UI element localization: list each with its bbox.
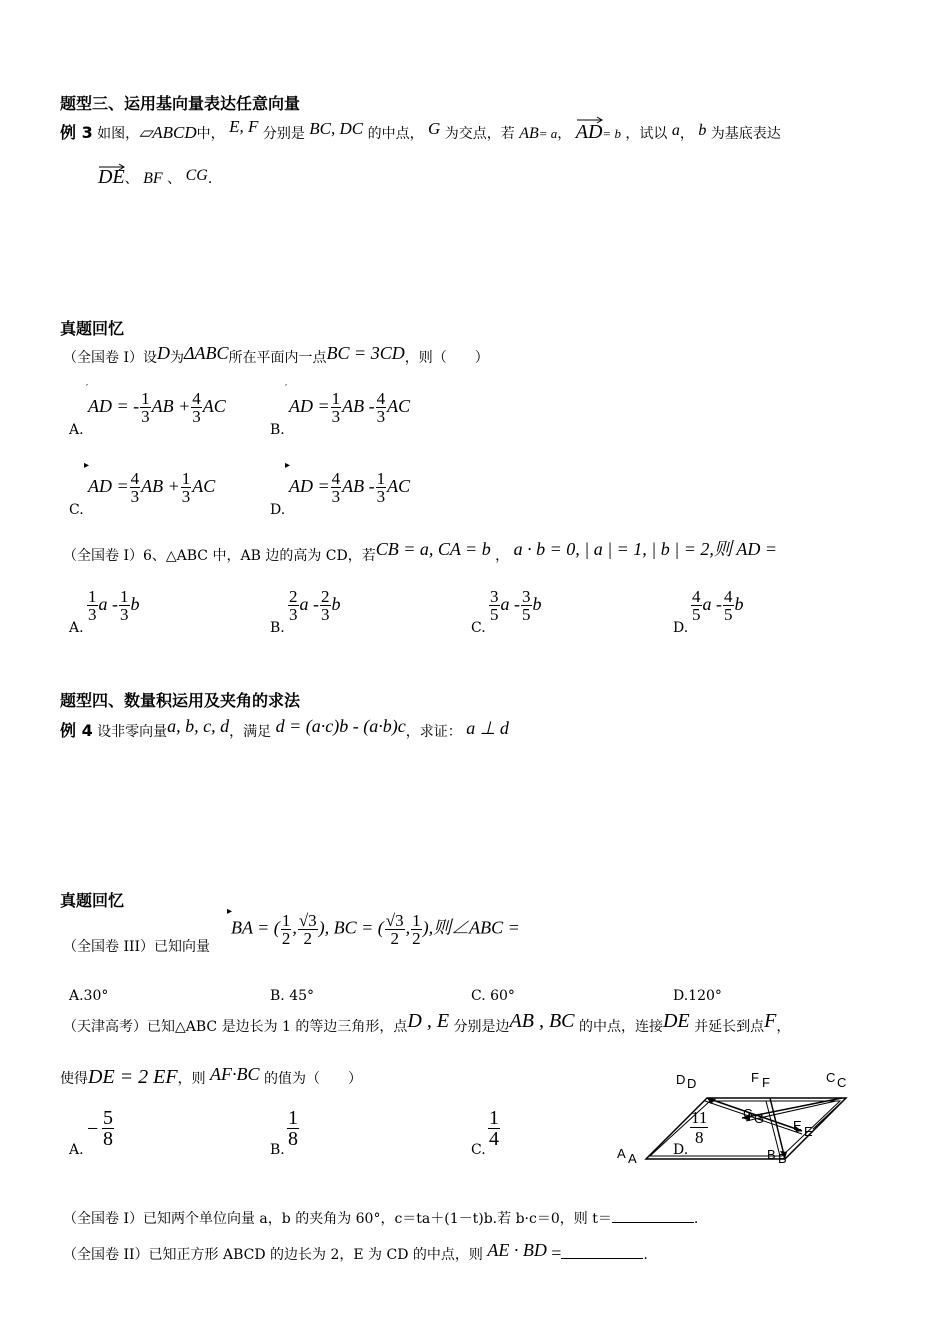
question-5 — [63, 1208, 698, 1230]
text: （全国卷 I）已知两个单位向量 a，b 的夹角为 60°，c＝ta＋(1－t)b.若 b·c＝0，则 t＝ — [63, 1211, 612, 1227]
math-bf: BF — [143, 170, 163, 187]
q2-option-d[interactable] — [673, 586, 833, 636]
math-vars: a, b, c, d — [167, 716, 230, 736]
label-c-2: C — [837, 1075, 847, 1090]
text: ， — [495, 548, 510, 564]
math-goal: a ⊥ d — [466, 718, 509, 738]
text: （全国卷 II）已知正方形 ABCD 的边长为 2，E 为 CD 的中点，则 — [63, 1247, 483, 1263]
text: 、 — [124, 171, 139, 187]
vector-mark-icon: ′ — [285, 384, 288, 394]
q3-option-b[interactable]: B. 45° — [270, 988, 315, 1004]
math-f: F — [764, 1010, 777, 1032]
section-title-4: 题型四、数量积运用及夹角的求法 — [60, 691, 301, 710]
text: （全国卷 I）6、△ABC 中，AB 边的高为 CD，若 — [63, 548, 376, 564]
option-label: A. — [69, 620, 84, 636]
q1-option-d[interactable] — [270, 460, 460, 520]
option-expr: $\frac{2}{3}$ a - $\frac{2}{3}$ b — [289, 587, 341, 624]
math-de-vector — [98, 166, 125, 188]
math-formula: d = (a·c)b - (a·b)c — [275, 716, 406, 736]
label-c: C — [826, 1070, 836, 1085]
text: 的中点，连接 — [578, 1019, 663, 1035]
math-parallelogram: ▱ABCD — [139, 123, 197, 142]
fraction: $\frac{1}{4}$ — [489, 1107, 499, 1150]
question-4-line1 — [63, 1010, 790, 1040]
label-a-2: A — [628, 1151, 637, 1166]
q4-option-a[interactable] — [69, 1108, 159, 1158]
math-eq-b: = b — [602, 126, 621, 141]
math-condition-2: a · b = 0, | a | = 1, | b | = 2,则 AD = — [513, 539, 777, 559]
math-abbc: AB , BC — [509, 1010, 575, 1032]
math-de: DE — [98, 166, 125, 188]
text: 并延长到点 — [694, 1019, 765, 1035]
text: . — [207, 171, 213, 187]
question-6 — [63, 1240, 648, 1266]
label-b-2: B — [778, 1151, 787, 1166]
math-d: D — [156, 343, 170, 363]
option-label: C. — [471, 1142, 486, 1158]
text: ， — [776, 1019, 791, 1035]
math-ef: E, F — [229, 117, 259, 136]
option-label: B. — [270, 422, 285, 438]
minus-sign: − — [87, 1118, 99, 1140]
text: （天津高考）已知△ABC 是边长为 1 的等边三角形，点 — [63, 1019, 408, 1035]
q3-option-a[interactable]: A.30° — [69, 988, 109, 1004]
option-label: D. — [673, 620, 689, 636]
text: 为基底表达 — [710, 126, 781, 142]
example-3-line2 — [98, 163, 212, 191]
option-label: B. — [270, 1142, 285, 1158]
fraction: $\frac{5}{8}$ — [103, 1107, 113, 1150]
text: ，则 — [177, 1071, 206, 1087]
vector-mark-icon: ′ — [86, 384, 89, 394]
label-f: F — [751, 1070, 759, 1085]
q3-option-c[interactable]: C. 60° — [471, 988, 515, 1004]
text: ，满足 — [229, 724, 272, 740]
text: （全国卷 III）已知向量 — [63, 939, 211, 955]
math-eq-a: = a — [538, 126, 558, 141]
q2-option-a[interactable] — [69, 586, 229, 636]
question-1-stem — [63, 343, 489, 369]
label-e-2: E — [804, 1124, 813, 1139]
option-expr: $\frac{1}{3}$ a - $\frac{1}{3}$ b — [88, 587, 140, 624]
text: ，试以 — [625, 126, 668, 142]
label-d: D — [676, 1072, 686, 1087]
vector-mark-icon: ▸ — [285, 460, 291, 471]
math-triangle: ΔABC — [183, 343, 229, 363]
q2-option-b[interactable] — [270, 586, 430, 636]
q1-option-c[interactable] — [69, 460, 259, 520]
text: 分别是 — [262, 126, 305, 142]
label-d-2: D — [687, 1076, 697, 1091]
example-3-label: 例 3 — [60, 123, 93, 142]
option-expr: AD = $\frac{4}{3}$ AB + $\frac{1}{3}$ AC — [88, 469, 216, 506]
math-de-2: DE — [662, 1010, 690, 1032]
math-condition: BC = 3CD — [326, 343, 405, 363]
q2-option-c[interactable] — [471, 586, 631, 636]
text: 分别是边 — [453, 1019, 510, 1035]
text: 的中点， — [367, 126, 424, 142]
example-3-line1: 例 3 如图，▱ABCD中， E, F 分别是 BC, DC 的中点， G 为交点，若 AB= a， AD = b ，试以 a， b 为基底表达 — [60, 117, 781, 143]
option-expr: AD = - $\frac{1}{3}$ AB + $\frac{4}{3}$ AC — [88, 389, 226, 426]
parallelogram-figure — [610, 1066, 860, 1166]
label-f-2: F — [762, 1075, 770, 1090]
option-label: A. — [69, 1142, 84, 1158]
math-expr: AF·BC — [210, 1064, 260, 1084]
math-expr: AE · BD — [487, 1240, 547, 1260]
option-expr: AD = $\frac{4}{3}$ AB - $\frac{1}{3}$ AC — [289, 469, 411, 506]
recall-title-2: 真题回忆 — [60, 891, 125, 910]
recall-title-1: 真题回忆 — [60, 319, 125, 338]
text: = — [551, 1243, 562, 1263]
q1-option-b[interactable] — [270, 384, 460, 440]
text: 设非零向量 — [97, 724, 168, 740]
text: ，求证： — [405, 724, 462, 740]
text: 为交点，若 — [444, 126, 515, 142]
text: . — [643, 1247, 648, 1263]
q1-option-a[interactable] — [69, 384, 259, 440]
label-e: E — [793, 1118, 802, 1133]
math-cg: CG — [185, 167, 208, 184]
label-g: G — [743, 1106, 754, 1121]
math-g: G — [428, 119, 441, 138]
option-label: C. — [69, 502, 84, 518]
text: 、 — [167, 171, 182, 187]
option-expr: $\frac{4}{5}$ a - $\frac{4}{5}$ b — [692, 587, 744, 624]
label-a: A — [617, 1146, 626, 1161]
option-expr: $\frac{3}{5}$ a - $\frac{3}{5}$ b — [490, 587, 542, 624]
option-label: C. — [471, 620, 486, 636]
label-g-2: G — [754, 1111, 765, 1126]
question-4-line2 — [60, 1062, 362, 1092]
section-title-3: 题型三、运用基向量表达任意向量 — [60, 94, 301, 113]
math-ab: AB — [519, 125, 539, 142]
text: ， — [557, 126, 572, 142]
option-label: D. — [673, 1142, 689, 1158]
option-expr: AD = $\frac{1}{3}$ AB - $\frac{4}{3}$ AC — [289, 389, 411, 426]
math-b: b — [698, 122, 707, 139]
option-label: A. — [69, 422, 84, 438]
fraction: $\frac{1}{8}$ — [288, 1107, 298, 1150]
vector-arrow-icon — [576, 116, 604, 124]
math-condition: CB = a, CA = b — [375, 539, 491, 559]
math-bcdc: BC, DC — [309, 119, 364, 138]
math-de: D , E — [407, 1010, 450, 1032]
text: . — [693, 1211, 699, 1227]
text: 中， — [196, 126, 225, 142]
math-q3-expr: BA = ( $\frac{1}{2}$ , $\frac{√3}{2}$ ), BC = ( $\frac{√3}{2}$ , $\frac{1}{2}$ ),则∠ABC = — [231, 911, 520, 948]
text: 的值为（ ） — [264, 1071, 362, 1087]
text: 使得 — [60, 1071, 88, 1087]
option-label: D. — [270, 502, 286, 518]
q3-option-d[interactable]: D.120° — [673, 988, 722, 1004]
answer-blank[interactable] — [561, 1244, 643, 1259]
label-b: B — [767, 1147, 776, 1162]
math-ad: AD — [575, 121, 603, 143]
fraction: $\frac{11}{8}$ — [691, 1108, 708, 1147]
question-2-stem — [63, 540, 777, 568]
text: （全国卷 I）设 — [63, 350, 157, 366]
q4-option-b[interactable] — [270, 1108, 360, 1158]
text: 所在平面内一点 — [228, 350, 327, 366]
text: 如图， — [97, 126, 140, 142]
math-a: a — [671, 122, 680, 139]
vector-arrow-icon — [98, 163, 126, 171]
math-condition: DE = 2 EF — [88, 1066, 178, 1088]
vector-mark-icon: ▸ — [227, 906, 233, 917]
q4-option-c[interactable] — [471, 1108, 561, 1158]
example-4-label: 例 4 — [60, 721, 93, 740]
answer-blank[interactable] — [612, 1208, 694, 1223]
text: ，则（ ） — [404, 350, 489, 366]
option-label: B. — [270, 620, 285, 636]
vector-mark-icon: ▸ — [84, 460, 90, 471]
example-4-line — [60, 716, 509, 744]
text: 为 — [169, 350, 184, 366]
math-ad-vector — [576, 121, 603, 143]
